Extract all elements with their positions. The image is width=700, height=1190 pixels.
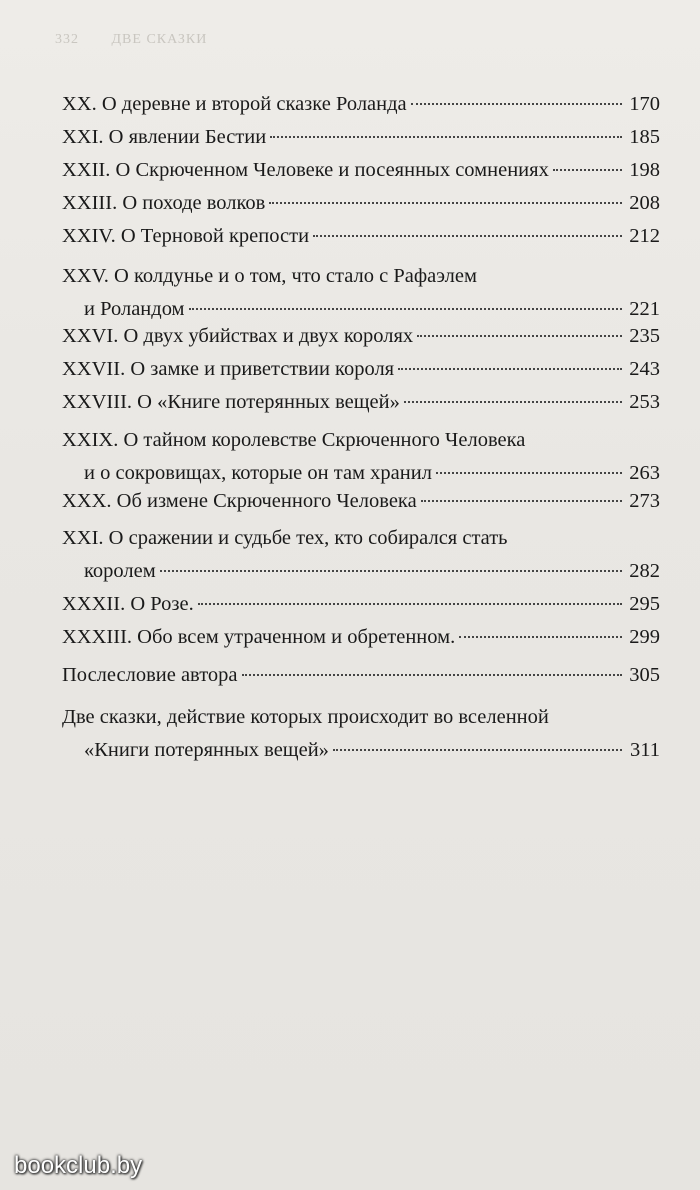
toc-line bbox=[62, 88, 660, 121]
toc-page-number: 221 bbox=[629, 298, 660, 320]
toc-page-number: 253 bbox=[629, 391, 660, 413]
toc-entry bbox=[62, 154, 660, 187]
dot-leader bbox=[160, 570, 622, 572]
toc-page-number: 263 bbox=[629, 462, 660, 484]
toc-title: XXVIII. О «Книге потерянных вещей» bbox=[62, 391, 400, 413]
toc-page-number: 311 bbox=[630, 739, 660, 761]
toc-line bbox=[62, 701, 660, 734]
toc-title: XXII. О Скрюченном Человеке и посеянных сомнениях bbox=[62, 159, 549, 181]
toc-entry bbox=[62, 424, 660, 490]
toc-entry bbox=[62, 121, 660, 154]
toc-line bbox=[62, 659, 660, 692]
toc-entry bbox=[62, 260, 660, 326]
toc-title: XXV. О колдунье и о том, что стало с Рафаэлем bbox=[62, 265, 477, 287]
toc-line bbox=[62, 522, 660, 555]
dot-leader bbox=[553, 169, 622, 171]
toc-title: XXX. Об измене Скрюченного Человека bbox=[62, 490, 417, 512]
dot-leader bbox=[313, 235, 622, 237]
toc-title: XXIV. О Терновой крепости bbox=[62, 225, 310, 247]
toc-line bbox=[62, 424, 660, 457]
toc-title: Две сказки, действие которых происходит во вселенной bbox=[62, 706, 549, 728]
toc-title: XXVI. О двух убийствах и двух королях bbox=[62, 325, 414, 347]
toc-entry bbox=[62, 621, 660, 654]
toc-line bbox=[62, 588, 660, 621]
toc-line bbox=[62, 485, 660, 518]
toc-line bbox=[62, 621, 660, 654]
toc-line bbox=[62, 734, 660, 767]
toc-page-number: 212 bbox=[629, 225, 660, 247]
dot-leader bbox=[398, 368, 622, 370]
dot-leader bbox=[269, 202, 622, 204]
dot-leader bbox=[417, 335, 622, 337]
toc-page-number: 299 bbox=[629, 626, 660, 648]
toc-page-number: 295 bbox=[629, 593, 660, 615]
toc-line bbox=[62, 121, 660, 154]
dot-leader bbox=[189, 308, 622, 310]
toc-page-number: 273 bbox=[629, 490, 660, 512]
toc-line bbox=[62, 555, 660, 588]
toc-title: королем bbox=[84, 560, 156, 582]
toc-page-number: 305 bbox=[629, 664, 660, 686]
watermark: bookclub.by bbox=[14, 1152, 143, 1179]
toc-page-number: 170 bbox=[629, 93, 660, 115]
toc-entry bbox=[62, 187, 660, 220]
toc-entry bbox=[62, 88, 660, 121]
toc-page-number: 208 bbox=[629, 192, 660, 214]
dot-leader bbox=[459, 636, 622, 638]
toc-title: XXI. О сражении и судьбе тех, кто собирался стать bbox=[62, 527, 508, 549]
toc-title: XXXIII. Обо всем утраченном и обретенном. bbox=[62, 626, 456, 648]
header-running-title: ДВЕ СКАЗКИ bbox=[111, 32, 208, 47]
header-page-number: 332 bbox=[55, 32, 79, 47]
dot-leader bbox=[333, 749, 622, 751]
toc-entry bbox=[62, 701, 660, 767]
dot-leader bbox=[436, 472, 622, 474]
toc-title: XXVII. О замке и приветствии короля bbox=[62, 358, 395, 380]
toc-entry bbox=[62, 220, 660, 253]
toc-line bbox=[62, 320, 660, 353]
toc-entry bbox=[62, 659, 660, 692]
toc-entry bbox=[62, 588, 660, 621]
toc-title: XX. О деревне и второй сказке Роланда bbox=[62, 93, 407, 115]
toc-page-number: 282 bbox=[629, 560, 660, 582]
toc-title: и Роландом bbox=[84, 298, 185, 320]
toc-line bbox=[62, 386, 660, 419]
toc-title: и о сокровищах, которые он там хранил bbox=[84, 462, 432, 484]
toc-entry bbox=[62, 522, 660, 588]
toc-page-number: 243 bbox=[629, 358, 660, 380]
toc-page-number: 198 bbox=[629, 159, 660, 181]
toc-line bbox=[62, 187, 660, 220]
dot-leader bbox=[198, 603, 622, 605]
dot-leader bbox=[404, 401, 622, 403]
toc-title: «Книги потерянных вещей» bbox=[84, 739, 329, 761]
toc-line bbox=[62, 220, 660, 253]
toc-title: XXIX. О тайном королевстве Скрюченного Человека bbox=[62, 429, 526, 451]
toc-entry bbox=[62, 386, 660, 419]
toc-entry bbox=[62, 353, 660, 386]
toc-title: XXXII. О Розе. bbox=[62, 593, 194, 615]
toc-title: Послесловие автора bbox=[62, 664, 238, 686]
toc-page-number: 235 bbox=[629, 325, 660, 347]
toc-entry bbox=[62, 485, 660, 518]
toc-line bbox=[62, 260, 660, 293]
dot-leader bbox=[411, 103, 622, 105]
toc-line bbox=[62, 154, 660, 187]
toc-entry bbox=[62, 320, 660, 353]
toc-line bbox=[62, 353, 660, 386]
toc-title: XXI. О явлении Бестии bbox=[62, 126, 267, 148]
toc-page-number: 185 bbox=[629, 126, 660, 148]
dot-leader bbox=[270, 136, 622, 138]
toc-title: XXIII. О походе волков bbox=[62, 192, 266, 214]
dot-leader bbox=[421, 500, 622, 502]
dot-leader bbox=[242, 674, 622, 676]
